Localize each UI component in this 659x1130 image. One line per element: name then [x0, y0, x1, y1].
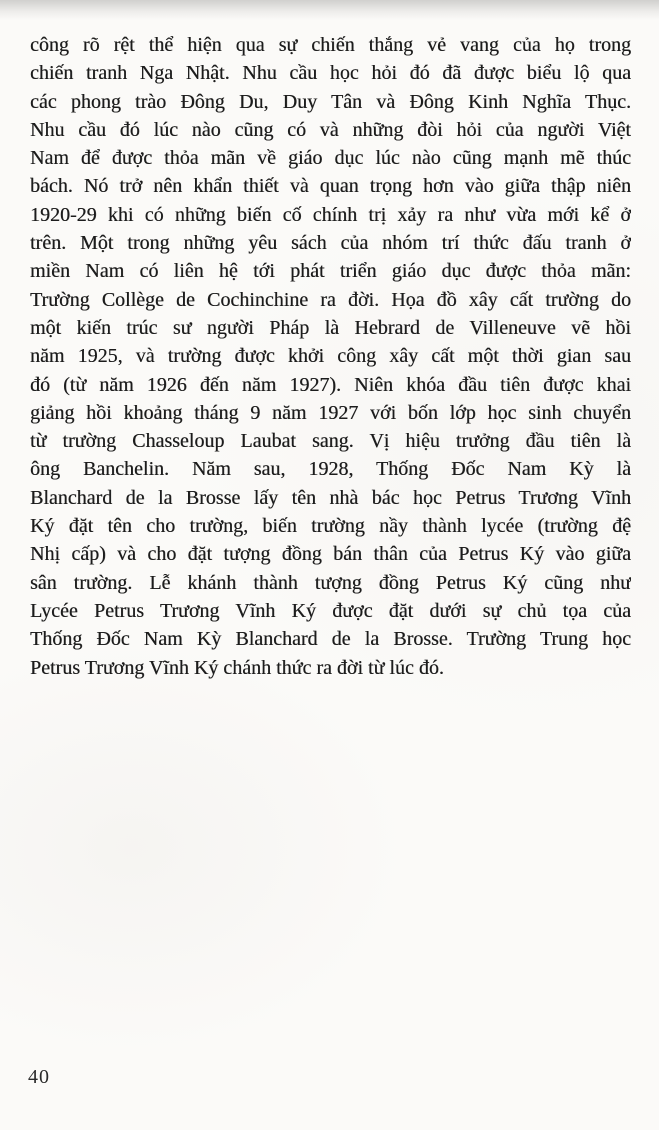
page-number: 40: [28, 1066, 50, 1088]
paragraph-line: Trường Collège de Cochinchine ra đời. Họa đồ xây cất trường do: [30, 288, 631, 311]
scan-shadow-top-edge: [0, 0, 659, 20]
paragraph-line: ông Banchelin. Năm sau, 1928, Thống Đốc Nam Kỳ là: [30, 458, 631, 481]
paragraph-line: năm 1925, và trường được khởi công xây cất một thời gian sau: [30, 345, 631, 368]
paragraph-line: giảng hồi khoảng tháng 9 năm 1927 với bốn lớp học sinh chuyển: [30, 401, 631, 424]
paragraph-line: Blanchard de la Brosse lấy tên nhà bác học Petrus Trương Vĩnh: [30, 486, 631, 509]
paragraph-line: từ trường Chasseloup Laubat sang. Vị hiệu trưởng đầu tiên là: [30, 430, 631, 453]
paragraph-line: bách. Nó trở nên khẩn thiết và quan trọng hơn vào giữa thập niên: [30, 175, 631, 198]
paragraph-line: Lycée Petrus Trương Vĩnh Ký được đặt dưới sự chủ tọa của: [30, 599, 631, 622]
paragraph-line: công rõ rệt thể hiện qua sự chiến thắng vẻ vang của họ trong: [30, 34, 631, 56]
paragraph-line: sân trường. Lễ khánh thành tượng đồng Petrus Ký cũng như: [30, 571, 631, 594]
paragraph-line: đó (từ năm 1926 đến năm 1927). Niên khóa đầu tiên được khai: [30, 373, 631, 396]
paragraph-line: Thống Đốc Nam Kỳ Blanchard de la Brosse. Trường Trung học: [30, 628, 631, 651]
paragraph-line: các phong trào Đông Du, Duy Tân và Đông Kinh Nghĩa Thục.: [30, 90, 631, 113]
paragraph-line: Petrus Trương Vĩnh Ký chánh thức ra đời từ lúc đó.: [30, 656, 444, 679]
paragraph-line: miền Nam có liên hệ tới phát triển giáo dục được thỏa mãn:: [30, 260, 631, 283]
text-block: [30, 31, 631, 682]
paragraph-line: trên. Một trong những yêu sách của nhóm trí thức đấu tranh ở: [30, 232, 631, 255]
paragraph-line: Nam để được thỏa mãn về giáo dục lúc nào cũng mạnh mẽ thúc: [30, 147, 631, 170]
paragraph-line: Nhu cầu đó lúc nào cũng có và những đòi hỏi của người Việt: [30, 118, 631, 141]
paragraph-line: Nhị cấp) và cho đặt tượng đồng bán thân của Petrus Ký vào giữa: [30, 543, 631, 566]
paragraph-line: 1920-29 khi có những biến cố chính trị xảy ra như vừa mới kể ở: [30, 203, 631, 226]
paragraph-line: Ký đặt tên cho trường, biến trường nầy thành lycée (trường đệ: [30, 515, 631, 538]
paragraph-line: chiến tranh Nga Nhật. Nhu cầu học hỏi đó đã được biểu lộ qua: [30, 62, 631, 85]
paragraph-line: một kiến trúc sư người Pháp là Hebrard de Villeneuve vẽ hồi: [30, 316, 631, 339]
